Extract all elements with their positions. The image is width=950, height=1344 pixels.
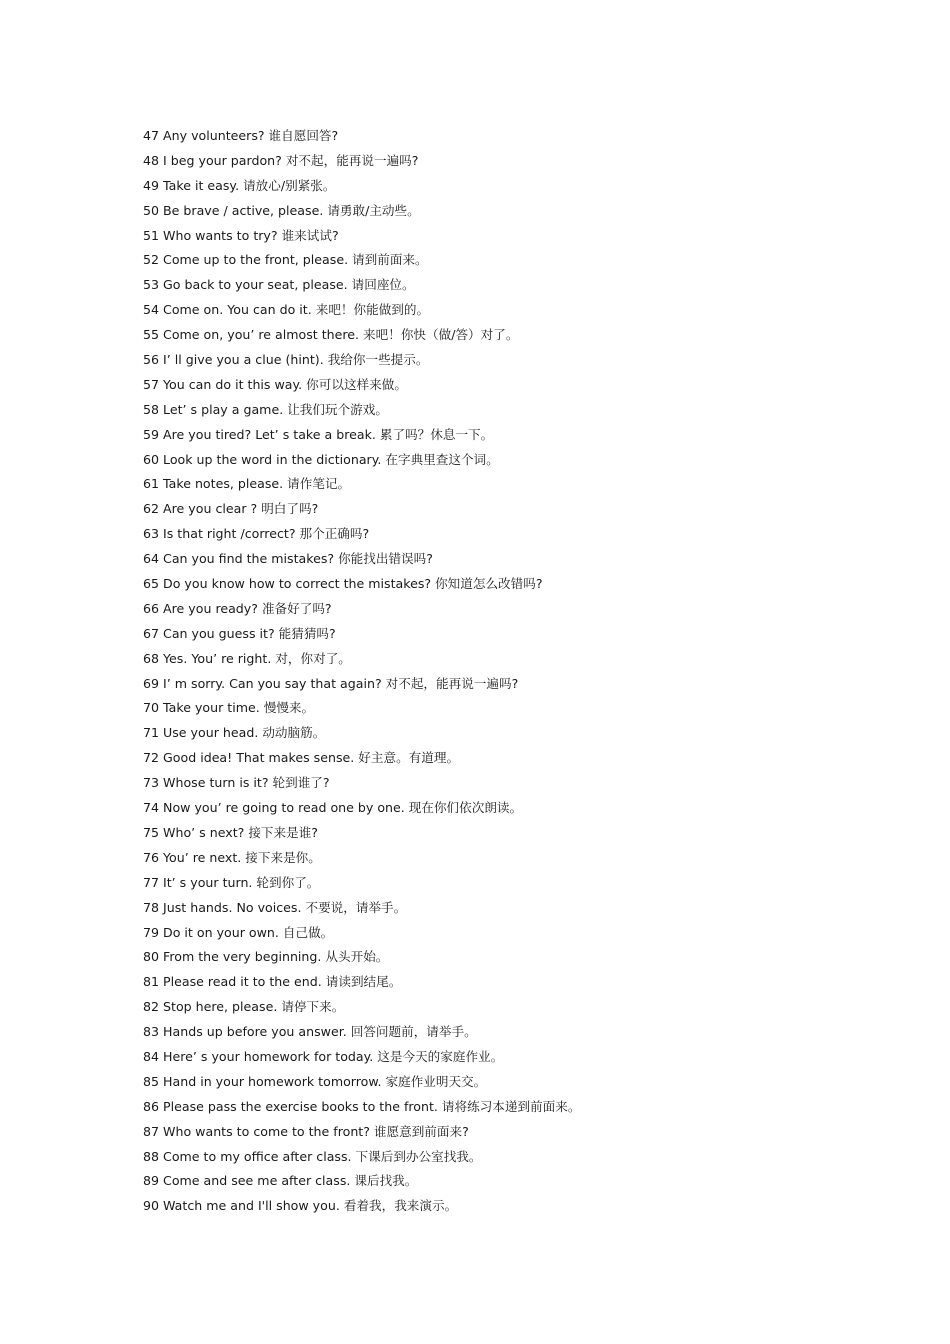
phrase-line: 63 Is that right /correct? 那个正确吗?: [143, 526, 370, 542]
phrase-line: 60 Look up the word in the dictionary. 在字典里查这个词。: [143, 451, 499, 467]
phrase-line: 71 Use your head. 动动脑筋。: [143, 725, 326, 741]
phrase-line: 76 You’ re next. 接下来是你。: [143, 849, 321, 865]
phrase-line: 61 Take notes, please. 请作笔记。: [143, 476, 351, 492]
phrase-line: 88 Come to my office after class. 下课后到办公室找我。: [143, 1148, 482, 1164]
phrase-line: 49 Take it easy. 请放心/别紧张。: [143, 177, 336, 193]
phrase-line: 79 Do it on your own. 自己做。: [143, 924, 334, 940]
phrase-line: 77 It’ s your turn. 轮到你了。: [143, 874, 320, 890]
phrase-list: [143, 126, 903, 1221]
phrase-line: 89 Come and see me after class. 课后找我。: [143, 1173, 418, 1189]
phrase-line: 59 Are you tired? Let’ s take a break. 累了吗？休息一下。: [143, 426, 494, 442]
phrase-line: 67 Can you guess it? 能猜猜吗?: [143, 625, 336, 641]
phrase-line: 54 Come on. You can do it. 来吧！你能做到的。: [143, 302, 430, 318]
phrase-line: 73 Whose turn is it? 轮到谁了?: [143, 775, 330, 791]
phrase-line: 50 Be brave / active, please. 请勇敢/主动些。: [143, 202, 420, 218]
phrase-line: 52 Come up to the front, please. 请到前面来。: [143, 252, 428, 268]
phrase-line: 81 Please read it to the end. 请读到结尾。: [143, 974, 402, 990]
phrase-line: 84 Here’ s your homework for today. 这是今天的家庭作业。: [143, 1048, 504, 1064]
phrase-line: 82 Stop here, please. 请停下来。: [143, 999, 345, 1015]
phrase-line: 69 I’ m sorry. Can you say that again? 对不起，能再说一遍吗?: [143, 675, 519, 691]
phrase-line: 51 Who wants to try? 谁来试试?: [143, 227, 339, 243]
phrase-line: 68 Yes. You’ re right. 对，你对了。: [143, 650, 351, 666]
phrase-line: 62 Are you clear ? 明白了吗?: [143, 501, 319, 517]
phrase-line: 57 You can do it this way. 你可以这样来做。: [143, 376, 407, 392]
phrase-line: 78 Just hands. No voices. 不要说，请举手。: [143, 899, 407, 915]
phrase-line: 56 I’ ll give you a clue (hint). 我给你一些提示。: [143, 352, 429, 368]
phrase-line: 80 From the very beginning. 从头开始。: [143, 949, 389, 965]
phrase-line: 75 Who’ s next? 接下来是谁?: [143, 824, 318, 840]
phrase-line: 83 Hands up before you answer. 回答问题前，请举手。: [143, 1024, 477, 1040]
phrase-line: 58 Let’ s play a game. 让我们玩个游戏。: [143, 401, 388, 417]
phrase-line: 90 Watch me and I'll show you. 看着我，我来演示。: [143, 1198, 458, 1214]
phrase-line: 48 I beg your pardon? 对不起，能再说一遍吗?: [143, 152, 419, 168]
phrase-line: 74 Now you’ re going to read one by one. 现在你们依次朗读。: [143, 800, 523, 816]
phrase-line: 70 Take your time. 慢慢来。: [143, 700, 315, 716]
phrase-line: 53 Go back to your seat, please. 请回座位。: [143, 277, 415, 293]
phrase-line: 47 Any volunteers? 谁自愿回答?: [143, 128, 339, 143]
phrase-line: 65 Do you know how to correct the mistakes? 你知道怎么改错吗?: [143, 576, 543, 592]
phrase-line: 55 Come on, you’ re almost there. 来吧！你快（做/答）对了。: [143, 327, 519, 343]
phrase-line: 86 Please pass the exercise books to the front. 请将练习本递到前面来。: [143, 1098, 581, 1114]
phrase-line: 87 Who wants to come to the front? 谁愿意到前面来?: [143, 1123, 469, 1139]
phrase-line: 85 Hand in your homework tomorrow. 家庭作业明天交。: [143, 1073, 487, 1089]
phrase-line: 64 Can you find the mistakes? 你能找出错误吗?: [143, 551, 433, 567]
phrase-line: 72 Good idea! That makes sense. 好主意。有道理。: [143, 750, 460, 766]
phrase-line: 66 Are you ready? 准备好了吗?: [143, 600, 332, 616]
